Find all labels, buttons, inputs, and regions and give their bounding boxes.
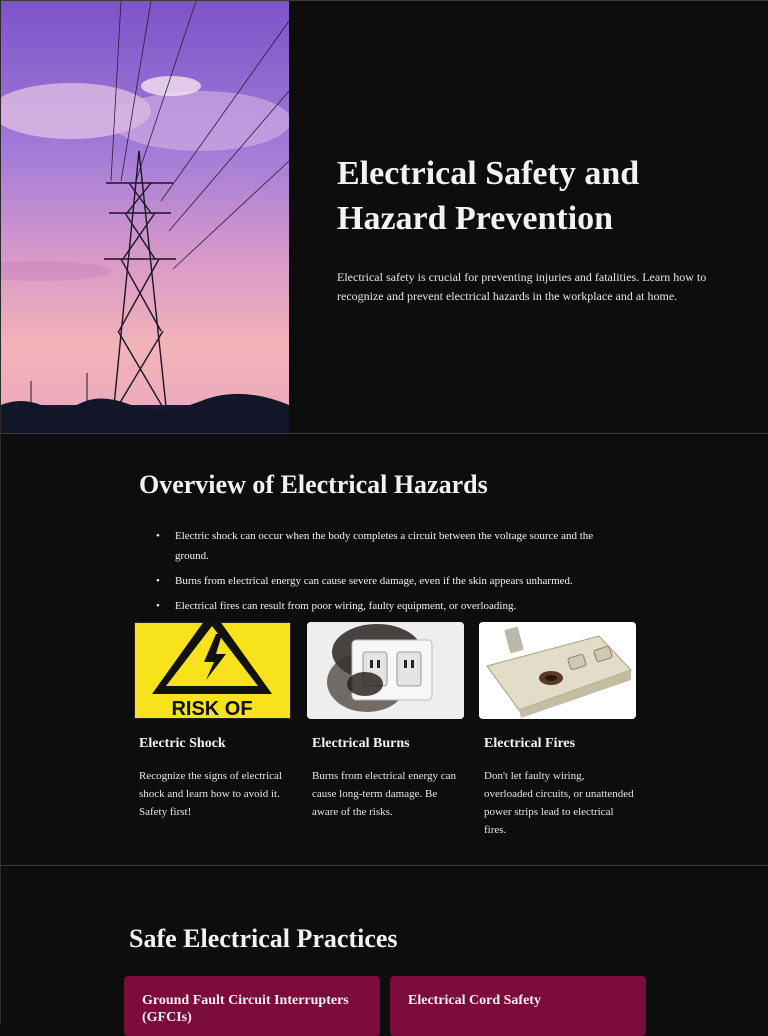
hazard-list <box>139 526 609 621</box>
overview-title: Overview of Electrical Hazards <box>139 470 488 499</box>
practices-title: Safe Electrical Practices <box>129 924 398 953</box>
card-electrical-burns <box>307 622 465 818</box>
card-description: Don't let faulty wiring, overloaded circuits, or unattended power strips lead to electrical fires. <box>484 770 634 836</box>
power-tower-photo <box>1 1 289 433</box>
hero-title: Electrical Safety and Hazard Prevention <box>337 155 640 237</box>
card-electrical-fires <box>479 622 637 836</box>
practice-card-title: Ground Fault Circuit Interrupters (GFCIs) <box>142 993 349 1025</box>
practice-card-gfci[interactable] <box>124 976 380 1036</box>
card-description: Recognize the signs of electrical shock and learn how to avoid it. Safety first! <box>139 770 282 818</box>
list-item: • Electrical fires can result from poor wiring, faulty equipment, or overloading. <box>139 596 609 616</box>
hero-description: Electrical safety is crucial for preventing injuries and fatalities. Learn how to recognize and prevent electrical hazards in the workplace and at home. <box>337 270 707 303</box>
card-title: Electrical Fires <box>484 736 576 751</box>
sign-text: RISK OF <box>171 698 253 719</box>
card-electric-shock <box>134 622 292 818</box>
practice-card-title: Electrical Cord Safety <box>408 993 541 1008</box>
hero-section <box>0 0 768 433</box>
power-strip-image <box>479 622 636 719</box>
list-item: • Burns from electrical energy can cause severe damage, even if the skin appears unharmed. <box>139 571 609 591</box>
burnt-outlet-image <box>307 622 464 719</box>
hero-text <box>337 151 717 306</box>
warning-sign-image <box>134 622 291 719</box>
overview-section <box>0 433 768 865</box>
list-item: • Electric shock can occur when the body completes a circuit between the voltage source and the ground. <box>139 526 609 566</box>
card-description: Burns from electrical energy can cause long-term damage. Be aware of the risks. <box>312 770 456 818</box>
practice-card-cord-safety[interactable] <box>390 976 646 1036</box>
practices-section <box>0 865 768 1025</box>
card-title: Electric Shock <box>139 736 226 751</box>
card-title: Electrical Burns <box>312 736 410 751</box>
